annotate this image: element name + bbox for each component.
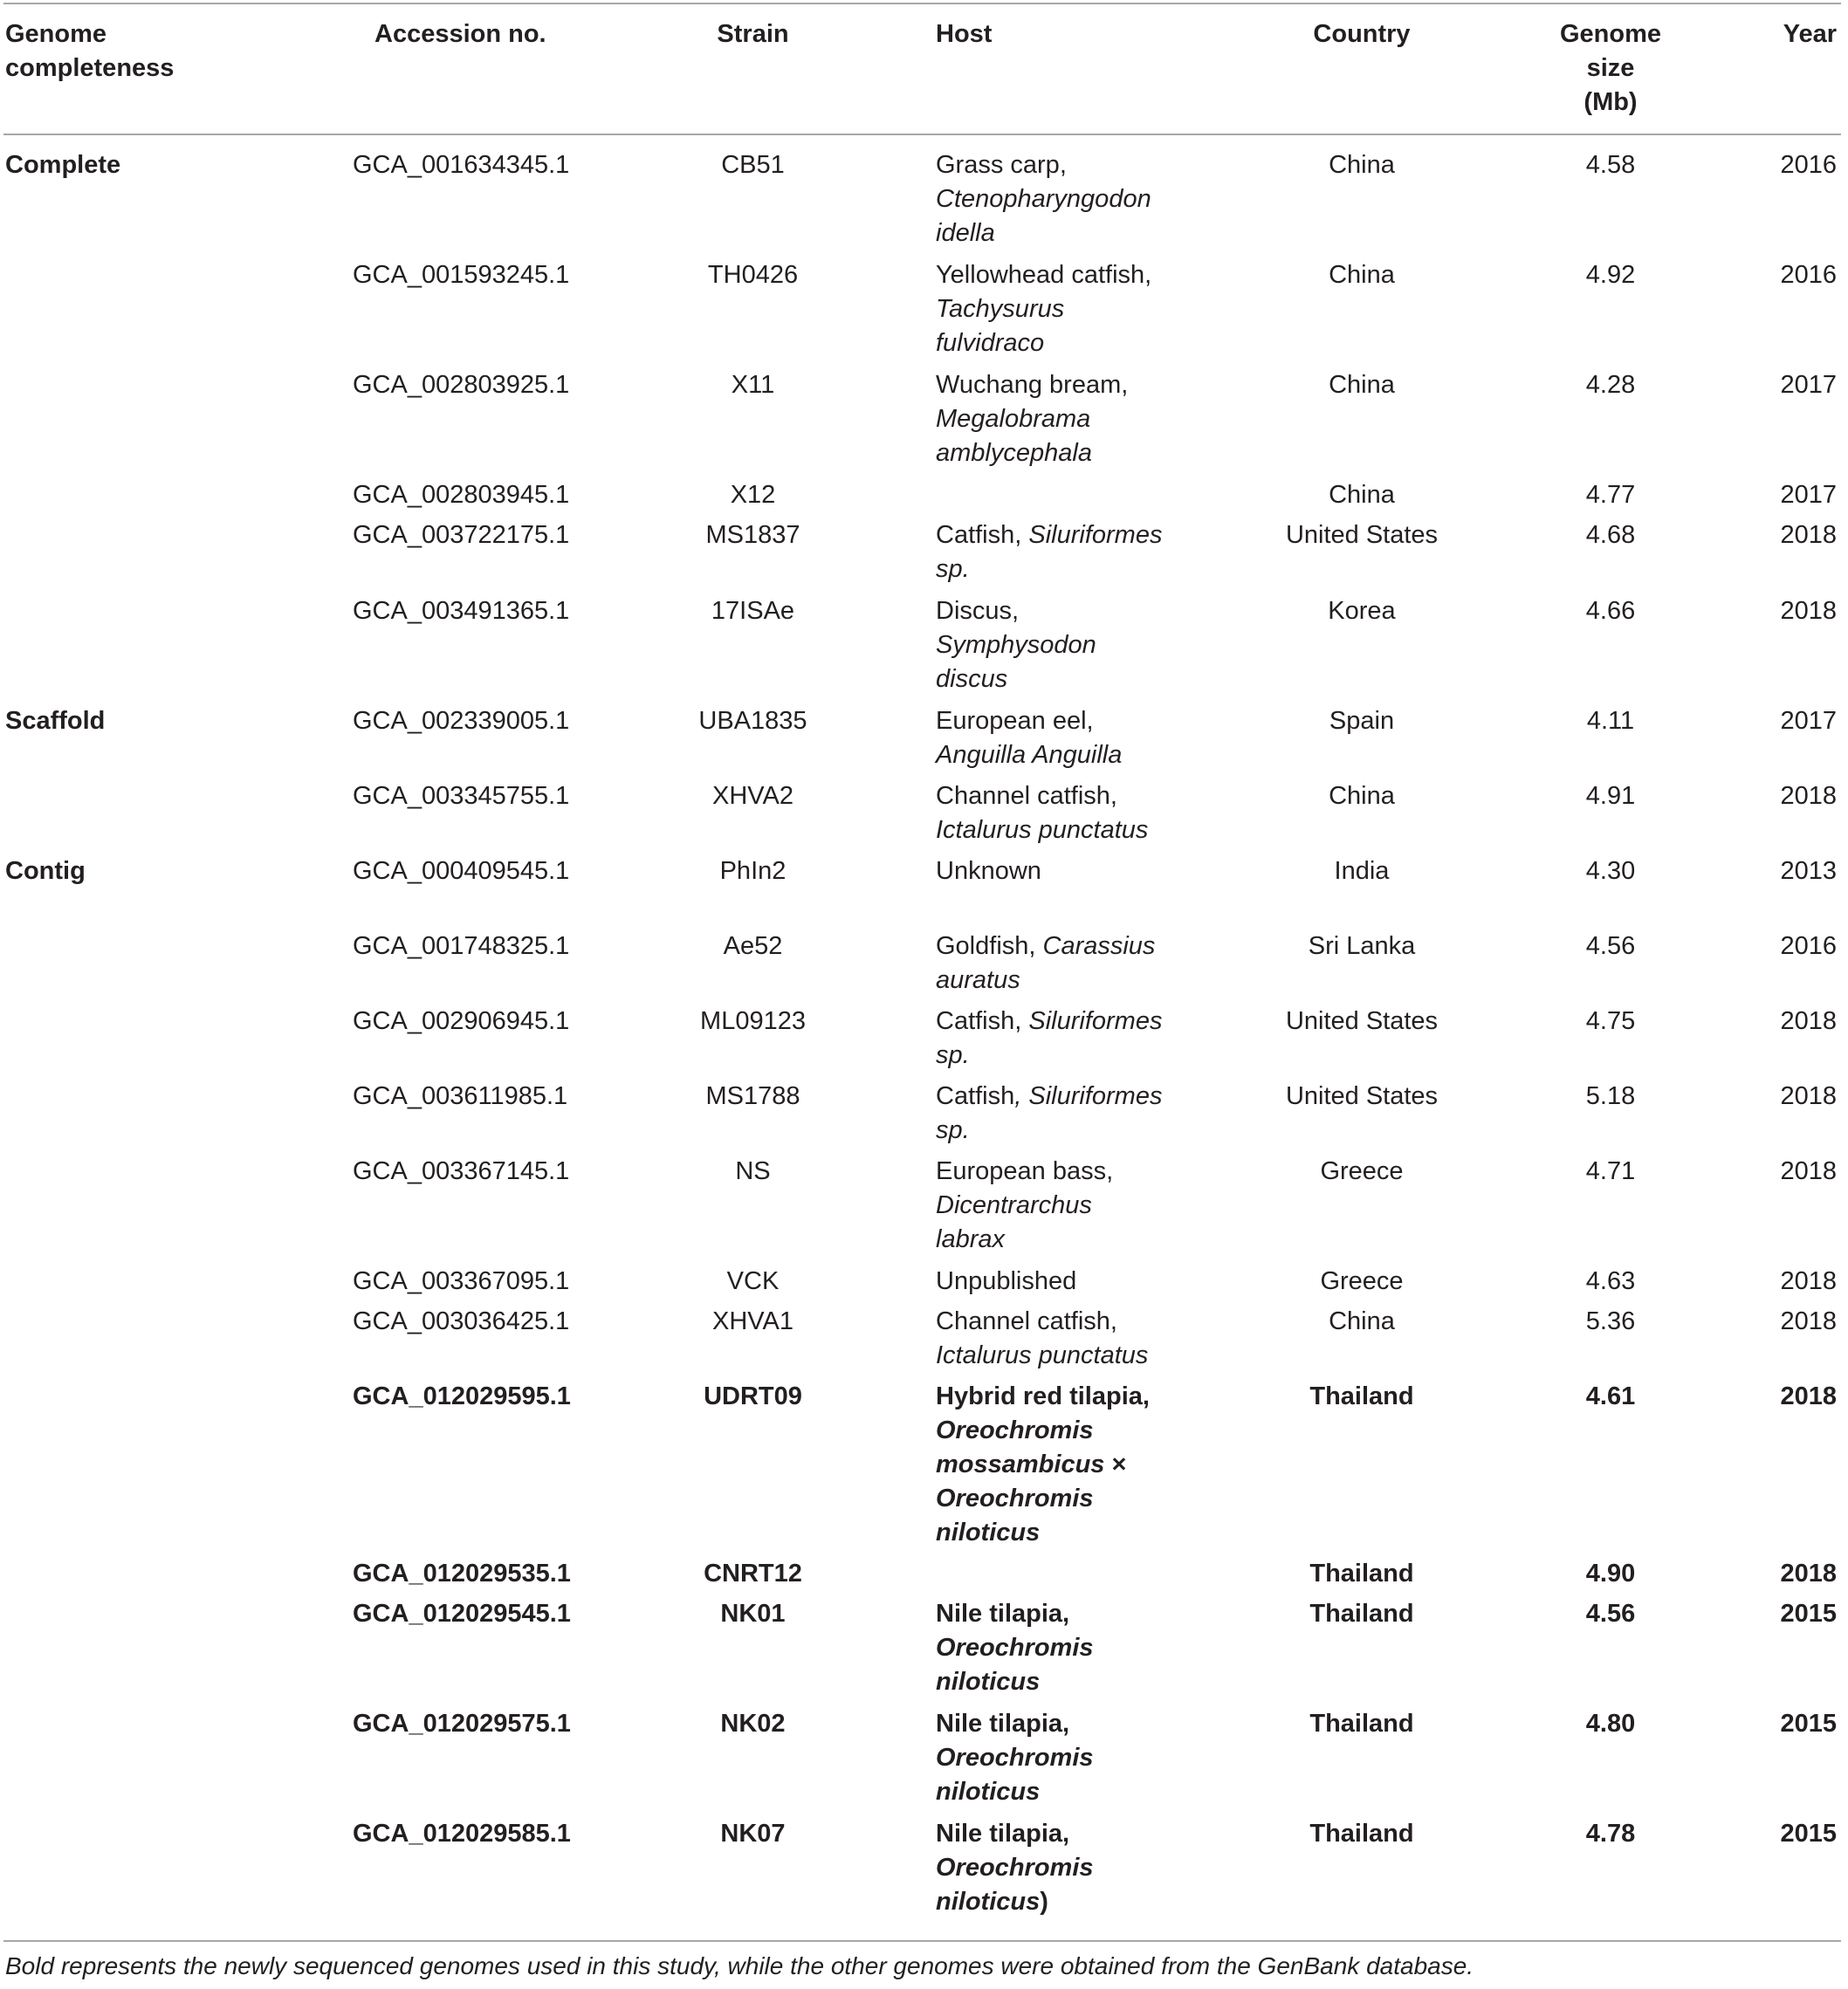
host-line xyxy=(936,436,1128,470)
host-line xyxy=(936,326,1151,360)
host-line xyxy=(936,1631,1094,1665)
strain-cell: Ae52 xyxy=(723,932,783,960)
host-text: Hybrid red tilapia, xyxy=(936,1382,1150,1410)
completeness-cell: Contig xyxy=(5,857,86,885)
accession-cell: GCA_002906945.1 xyxy=(353,1007,570,1035)
host-line xyxy=(936,1114,1162,1148)
genome-size-cell: 4.92 xyxy=(1585,261,1636,289)
strain-cell: VCK xyxy=(726,1267,780,1295)
host-cell xyxy=(936,779,1148,847)
host-cell xyxy=(936,1005,1162,1073)
host-line xyxy=(936,1265,1076,1299)
strain-cell: CNRT12 xyxy=(704,1560,802,1588)
genome-size-cell: 4.80 xyxy=(1585,1710,1636,1738)
header-host: Host xyxy=(936,20,993,48)
species-name: discus xyxy=(936,665,1008,693)
species-name: Megalobrama xyxy=(936,405,1091,433)
species-name: Oreochromis xyxy=(936,1485,1094,1512)
strain-cell: ML09123 xyxy=(700,1007,806,1035)
country-cell: Thailand xyxy=(1309,1382,1414,1410)
year-cell: 2018 xyxy=(1780,1307,1837,1335)
strain-cell: 17ISAe xyxy=(711,597,795,625)
accession-cell: GCA_003611985.1 xyxy=(353,1082,568,1110)
host-line xyxy=(936,1707,1094,1741)
completeness-cell: Scaffold xyxy=(5,707,106,735)
accession-cell: GCA_002803945.1 xyxy=(353,481,570,509)
strain-cell: NK01 xyxy=(720,1600,786,1628)
year-cell: 2015 xyxy=(1780,1710,1837,1738)
year-cell: 2015 xyxy=(1780,1820,1837,1848)
species-name: Siluriformes xyxy=(1028,521,1163,549)
strain-cell: X11 xyxy=(731,371,775,399)
host-line xyxy=(936,1155,1113,1189)
host-cell xyxy=(936,518,1162,586)
country-cell: United States xyxy=(1285,1082,1439,1110)
host-text: Channel catfish, xyxy=(936,782,1117,810)
host-cell xyxy=(936,148,1151,250)
species-name: niloticus xyxy=(936,1888,1041,1916)
species-name: idella xyxy=(936,219,995,247)
species-name: mossambicus xyxy=(936,1451,1105,1478)
year-cell: 2018 xyxy=(1780,1082,1837,1110)
strain-cell: TH0426 xyxy=(707,261,799,289)
species-name: sp. xyxy=(936,1041,970,1069)
host-line xyxy=(936,1741,1094,1775)
year-cell: 2018 xyxy=(1780,521,1837,549)
genome-size-cell: 4.58 xyxy=(1585,151,1636,179)
host-line xyxy=(936,1189,1113,1223)
host-cell xyxy=(936,1817,1094,1919)
species-name: Oreochromis xyxy=(936,1854,1094,1882)
host-line xyxy=(936,1448,1150,1482)
header-line: (Mb) xyxy=(1584,88,1638,116)
genome-size-cell: 4.56 xyxy=(1585,1600,1636,1628)
country-cell: India xyxy=(1334,857,1390,885)
host-cell xyxy=(936,1707,1094,1809)
host-cell xyxy=(936,1380,1150,1550)
species-name: Anguilla Anguilla xyxy=(936,741,1123,769)
host-text: European bass, xyxy=(936,1157,1114,1185)
species-name: Symphysodon xyxy=(936,631,1096,659)
table-footnote: Bold represents the newly sequenced genomes used in this study, while the other genomes were obtained from the GenBank database. xyxy=(5,1952,1474,1979)
genome-size-cell: 4.66 xyxy=(1585,597,1636,625)
species-name: Ictalurus punctatus xyxy=(936,816,1149,844)
host-text: Catfish, xyxy=(936,521,1029,549)
genome-size-cell: 5.36 xyxy=(1585,1307,1636,1335)
header-line: Genome xyxy=(5,20,107,48)
country-cell: United States xyxy=(1285,521,1439,549)
year-cell: 2018 xyxy=(1780,1382,1837,1410)
host-text: Unknown xyxy=(936,857,1041,885)
top-rule xyxy=(3,3,1841,4)
host-line xyxy=(936,738,1122,772)
country-cell: China xyxy=(1329,371,1395,399)
country-cell: Thailand xyxy=(1309,1600,1414,1628)
species-name: Tachysurus xyxy=(936,295,1065,323)
species-name: Dicentrarchus xyxy=(936,1191,1092,1219)
host-text: Goldfish, xyxy=(936,932,1043,960)
accession-cell: GCA_001748325.1 xyxy=(353,932,570,960)
country-cell: Spain xyxy=(1329,707,1395,735)
strain-cell: NS xyxy=(735,1157,771,1185)
host-text: Wuchang bream, xyxy=(936,371,1129,399)
accession-cell: GCA_012029575.1 xyxy=(353,1710,571,1738)
genome-size-cell: 4.56 xyxy=(1585,932,1636,960)
host-line xyxy=(936,368,1128,402)
accession-cell: GCA_003345755.1 xyxy=(353,782,570,810)
host-line xyxy=(936,216,1151,250)
year-cell: 2017 xyxy=(1780,371,1837,399)
species-name: Carassius xyxy=(1042,932,1156,960)
host-cell xyxy=(936,1155,1113,1257)
accession-cell: GCA_000409545.1 xyxy=(353,857,570,885)
country-cell: United States xyxy=(1285,1007,1439,1035)
host-line xyxy=(936,662,1096,696)
genome-size-cell: 4.28 xyxy=(1585,371,1636,399)
year-cell: 2018 xyxy=(1780,1267,1837,1295)
host-line xyxy=(936,1080,1162,1114)
header-genome-completeness xyxy=(5,17,174,86)
host-line xyxy=(936,1775,1094,1809)
host-text: Discus, xyxy=(936,597,1020,625)
host-line xyxy=(936,1851,1094,1885)
host-text: × xyxy=(1104,1451,1127,1478)
species-name: niloticus xyxy=(936,1778,1041,1806)
year-cell: 2017 xyxy=(1780,707,1837,735)
species-name: Oreochromis xyxy=(936,1634,1094,1662)
host-line xyxy=(936,1005,1162,1039)
host-line xyxy=(936,628,1096,662)
year-cell: 2013 xyxy=(1780,857,1837,885)
host-line xyxy=(936,148,1151,182)
species-name: Ctenopharyngodon xyxy=(936,185,1151,213)
host-text: Unpublished xyxy=(936,1267,1077,1295)
country-cell: China xyxy=(1329,481,1395,509)
header-line: Genome xyxy=(1559,20,1662,48)
host-cell xyxy=(936,258,1151,360)
year-cell: 2018 xyxy=(1780,1560,1837,1588)
host-line xyxy=(936,594,1096,628)
year-cell: 2018 xyxy=(1780,597,1837,625)
host-line xyxy=(936,1223,1113,1257)
country-cell: China xyxy=(1329,151,1395,179)
header-accession: Accession no. xyxy=(374,20,546,48)
strain-cell: XHVA1 xyxy=(712,1307,793,1335)
header-line: size xyxy=(1586,54,1635,82)
host-cell xyxy=(936,854,1041,888)
accession-cell: GCA_002803925.1 xyxy=(353,371,570,399)
host-line xyxy=(936,854,1041,888)
species-name: niloticus xyxy=(936,1668,1041,1696)
host-line xyxy=(936,258,1151,292)
bottom-rule xyxy=(3,1940,1841,1942)
country-cell: Thailand xyxy=(1309,1560,1414,1588)
species-name: amblycephala xyxy=(936,439,1092,467)
species-name: Oreochromis xyxy=(936,1416,1094,1444)
host-line xyxy=(936,1305,1148,1339)
host-text: Nile tilapia, xyxy=(936,1820,1070,1848)
species-name: auratus xyxy=(936,966,1020,994)
country-cell: Greece xyxy=(1320,1157,1404,1185)
genome-size-cell: 4.77 xyxy=(1585,481,1636,509)
country-cell: China xyxy=(1329,261,1395,289)
host-line xyxy=(936,1414,1150,1448)
host-line xyxy=(936,1039,1162,1073)
country-cell: China xyxy=(1329,1307,1395,1335)
host-text: Nile tilapia, xyxy=(936,1600,1070,1628)
host-cell xyxy=(936,368,1128,470)
species-name: Siluriformes xyxy=(1028,1007,1163,1035)
header-year: Year xyxy=(1783,20,1837,48)
host-text: European eel, xyxy=(936,707,1094,735)
country-cell: Thailand xyxy=(1309,1710,1414,1738)
year-cell: 2016 xyxy=(1780,261,1837,289)
host-text: Nile tilapia, xyxy=(936,1710,1070,1738)
host-cell xyxy=(936,929,1155,998)
host-text: Catfish xyxy=(936,1082,1015,1110)
header-line: completeness xyxy=(5,54,175,82)
host-cell xyxy=(936,704,1122,772)
host-line xyxy=(936,964,1155,998)
accession-cell: GCA_001634345.1 xyxy=(353,151,570,179)
host-line xyxy=(936,182,1151,216)
strain-cell: UBA1835 xyxy=(698,707,807,735)
host-line xyxy=(936,813,1148,847)
country-cell: Greece xyxy=(1320,1267,1404,1295)
accession-cell: GCA_003722175.1 xyxy=(353,521,570,549)
genome-size-cell: 4.63 xyxy=(1585,1267,1636,1295)
genome-size-cell: 4.30 xyxy=(1585,857,1636,885)
strain-cell: NK02 xyxy=(720,1710,786,1738)
header-rule xyxy=(3,134,1841,135)
strain-cell: MS1837 xyxy=(705,521,800,549)
accession-cell: GCA_001593245.1 xyxy=(353,261,570,289)
year-cell: 2018 xyxy=(1780,1157,1837,1185)
species-name: , Siluriformes xyxy=(1014,1082,1163,1110)
species-name: sp. xyxy=(936,555,970,583)
genome-size-cell: 4.91 xyxy=(1585,782,1636,810)
genome-size-cell: 4.78 xyxy=(1585,1820,1636,1848)
country-cell: Korea xyxy=(1328,597,1396,625)
header-country: Country xyxy=(1313,20,1411,48)
strain-cell: NK07 xyxy=(720,1820,786,1848)
genome-size-cell: 4.90 xyxy=(1585,1560,1636,1588)
genome-size-cell: 4.71 xyxy=(1585,1157,1636,1185)
year-cell: 2018 xyxy=(1780,1007,1837,1035)
host-text: Catfish, xyxy=(936,1007,1029,1035)
header-strain: Strain xyxy=(717,20,789,48)
host-line xyxy=(936,1665,1094,1699)
species-name: niloticus xyxy=(936,1519,1041,1547)
genome-size-cell: 5.18 xyxy=(1585,1082,1636,1110)
year-cell: 2016 xyxy=(1780,151,1837,179)
host-cell xyxy=(936,1265,1076,1299)
accession-cell: GCA_003491365.1 xyxy=(353,597,570,625)
host-text: ) xyxy=(1040,1888,1048,1916)
genome-size-cell: 4.11 xyxy=(1586,707,1635,735)
host-line xyxy=(936,402,1128,436)
host-line xyxy=(936,292,1151,326)
host-text: Yellowhead catfish, xyxy=(936,261,1152,289)
country-cell: China xyxy=(1329,782,1395,810)
accession-cell: GCA_012029585.1 xyxy=(353,1820,571,1848)
host-cell xyxy=(936,594,1096,696)
host-cell xyxy=(936,1597,1094,1699)
host-text: Channel catfish, xyxy=(936,1307,1117,1335)
species-name: Oreochromis xyxy=(936,1744,1094,1772)
host-line xyxy=(936,1339,1148,1373)
year-cell: 2018 xyxy=(1780,782,1837,810)
strain-cell: X12 xyxy=(730,481,776,509)
host-line xyxy=(936,1516,1150,1550)
host-line xyxy=(936,1817,1094,1851)
accession-cell: GCA_012029535.1 xyxy=(353,1560,571,1588)
accession-cell: GCA_012029595.1 xyxy=(353,1382,571,1410)
genome-size-cell: 4.61 xyxy=(1585,1382,1636,1410)
accession-cell: GCA_003367145.1 xyxy=(353,1157,570,1185)
host-line xyxy=(936,1597,1094,1631)
year-cell: 2016 xyxy=(1780,932,1837,960)
host-line xyxy=(936,779,1148,813)
accession-cell: GCA_003367095.1 xyxy=(353,1267,570,1295)
genome-size-cell: 4.68 xyxy=(1585,521,1636,549)
accession-cell: GCA_012029545.1 xyxy=(353,1600,571,1628)
year-cell: 2017 xyxy=(1780,481,1837,509)
accession-cell: GCA_002339005.1 xyxy=(353,707,570,735)
host-line xyxy=(936,1885,1094,1919)
host-line xyxy=(936,518,1162,552)
country-cell: Sri Lanka xyxy=(1308,932,1416,960)
host-line xyxy=(936,1380,1150,1414)
accession-cell: GCA_003036425.1 xyxy=(353,1307,570,1335)
strain-cell: UDRT09 xyxy=(704,1382,802,1410)
host-line xyxy=(936,552,1162,586)
strain-cell: CB51 xyxy=(721,151,785,179)
header-genome-size xyxy=(1536,17,1685,120)
strain-cell: MS1788 xyxy=(705,1082,800,1110)
strain-cell: XHVA2 xyxy=(712,782,793,810)
strain-cell: PhIn2 xyxy=(719,857,787,885)
completeness-cell: Complete xyxy=(5,151,121,179)
host-cell xyxy=(936,1080,1162,1148)
species-name: Ictalurus punctatus xyxy=(936,1341,1149,1369)
host-line xyxy=(936,929,1155,964)
genome-size-cell: 4.75 xyxy=(1585,1007,1636,1035)
country-cell: Thailand xyxy=(1309,1820,1414,1848)
year-cell: 2015 xyxy=(1780,1600,1837,1628)
host-line xyxy=(936,704,1122,738)
species-name: labrax xyxy=(936,1225,1005,1253)
host-line xyxy=(936,1482,1150,1516)
host-cell xyxy=(936,1305,1148,1373)
species-name: fulvidraco xyxy=(936,329,1045,357)
host-text: Grass carp, xyxy=(936,151,1067,179)
species-name: sp. xyxy=(936,1116,970,1144)
